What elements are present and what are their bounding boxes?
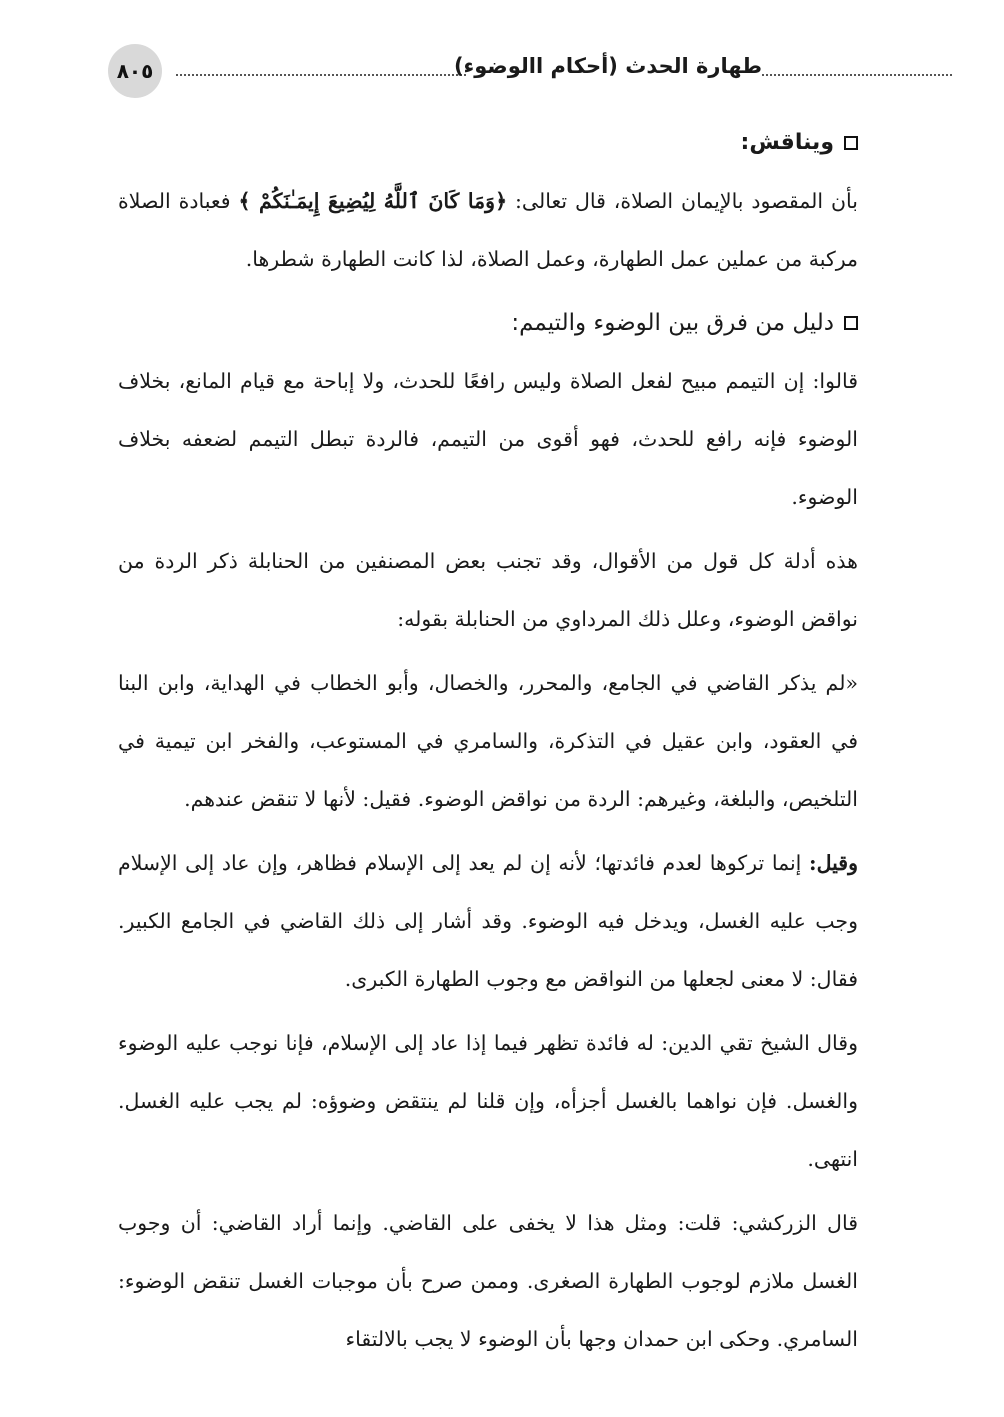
paragraph-they-said: قالوا: إن التيمم مبيح لفعل الصلاة وليس رافعًا للحدث، ولا إباحة مع قيام المانع، بخلاف الوضوء فإنه رافع للحدث، فهو أقوى من التيمم، فالردة تبطل التيمم لضعفه بخلاف الوضوء. (118, 369, 858, 509)
paragraph-discussion (118, 172, 858, 288)
paragraph-lead-word: وقيل: (809, 851, 858, 875)
body-text (118, 114, 858, 1374)
paragraph-zarkashi: قال الزركشي: قلت: ومثل هذا لا يخفى على القاضي. وإنما أراد القاضي: أن وجوب الغسل ملازم لوجوب الطهارة الصغرى. وممن صرح بأن موجبات الغسل تنقض الوضوء: السامري. وحكى ابن حمدان وجها بأن الوضوء لا يجب بالالتقاء (118, 1211, 858, 1351)
paragraph-text: بأن المقصود بالإيمان الصلاة، قال تعالى: (507, 189, 858, 213)
paragraph-quote-mardawi: «لم يذكر القاضي في الجامع، والمحرر، والخصال، وأبو الخطاب في الهداية، وابن البنا في العقود، وابن عقيل في التذكرة، والسامري في المستوعب، والفخر ابن تيمية في التلخيص، والبلغة، وغيرهم: الردة من نواقض الوضوء. فقيل: لأنها لا تنقض عندهم. (118, 671, 858, 811)
paragraph-and-it-was-said (118, 834, 858, 1008)
paragraph-text: فعبادة الصلاة مركبة من عملين عمل الطهارة، وعمل الصلاة، لذا كانت الطهارة شطرها. (118, 189, 858, 271)
square-bullet-icon (844, 136, 858, 150)
section-heading-evidence-difference (118, 294, 858, 352)
page-number: ٨٠٥ (108, 44, 162, 98)
quran-verse: ﴿وَمَا كَانَ ٱللَّهُ لِيُضِيعَ إِيمَـٰنَكُمْ ﴾ (238, 189, 508, 213)
paragraph-evidence-summary: هذه أدلة كل قول من الأقوال، وقد تجنب بعض المصنفين من الحنابلة ذكر الردة من نواقض الوضوء، وعلل ذلك المرداوي من الحنابلة بقوله: (118, 549, 858, 631)
running-header (108, 44, 848, 104)
header-dotted-leader-right (762, 74, 952, 76)
square-bullet-icon (844, 316, 858, 330)
section-heading-discussion (118, 114, 858, 172)
section-heading-label: دليل من فرق بين الوضوء والتيمم: (511, 310, 834, 336)
section-heading-label: ويناقش: (740, 130, 834, 155)
paragraph-text: إنما تركوها لعدم فائدتها؛ لأنه إن لم يعد إلى الإسلام فظاهر، وإن عاد إلى الإسلام وجب عليه الغسل، ويدخل فيه الوضوء. وقد أشار إلى ذلك القاضي في الجامع الكبير. فقال: لا معنى لجعلها من النواقض مع وجوب الطهارة الكبرى. (118, 851, 858, 991)
paragraph-shaykh-taqi-aldin: وقال الشيخ تقي الدين: له فائدة تظهر فيما إذا عاد إلى الإسلام، فإنا نوجب عليه الوضوء والغسل. فإن نواهما بالغسل أجزأه، وإن قلنا لم ينتقض وضوؤه: لم يجب عليه الغسل. انتهى. (118, 1031, 858, 1171)
running-header-title: طهارة الحدث (أحكام االوضوء) (453, 54, 762, 78)
header-dotted-leader-left (176, 74, 466, 76)
